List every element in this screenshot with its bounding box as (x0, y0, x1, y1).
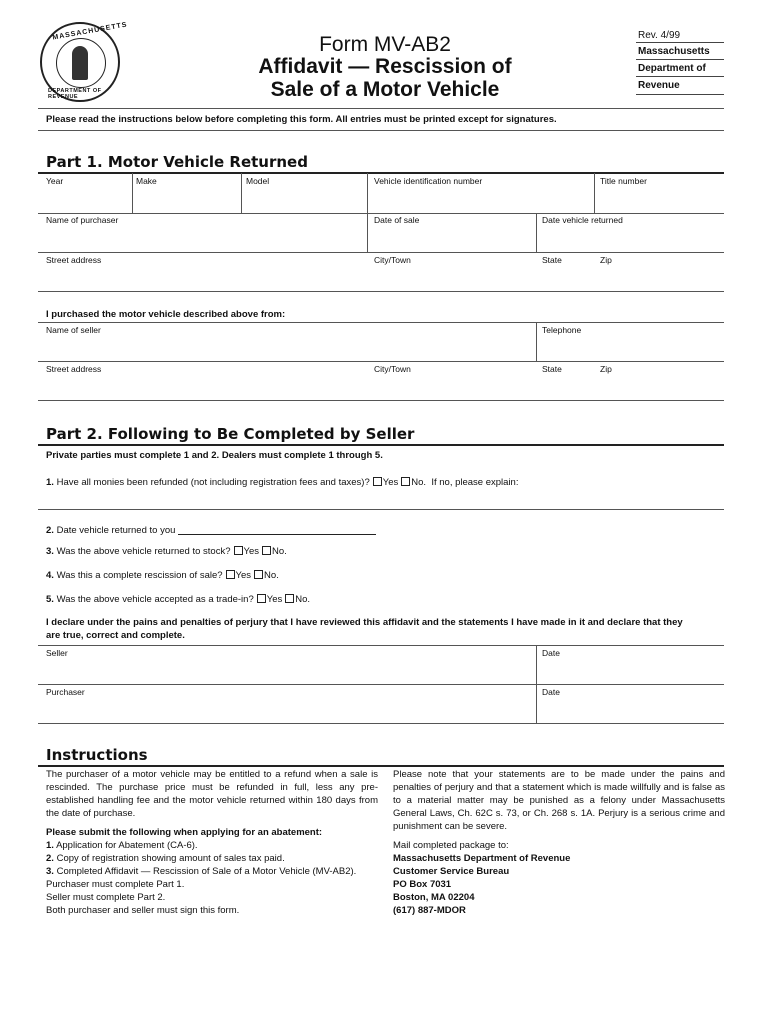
item-3: 3. Completed Affidavit — Rescission of Sale of a Motor Vehicle (MV-AB2). (46, 866, 357, 877)
purchaser-date-label: Date (542, 687, 560, 697)
item-2: 2. Copy of registration showing amount of sales tax paid. (46, 853, 285, 864)
instructions-heading: Instructions (46, 746, 148, 764)
purchaser-signature-label: Purchaser (46, 687, 85, 697)
item-1: 1. Application for Abatement (CA-6). (46, 840, 198, 851)
dor-seal (40, 21, 129, 102)
model-label: Model (246, 176, 270, 186)
declaration-line1: I declare under the pains and penalties of perjury that I have reviewed this affidavit and the statements I have made in it and declare that they (46, 617, 683, 628)
part2-subhead: Private parties must complete 1 and 2. Dealers must complete 1 through 5. (46, 450, 383, 461)
q4-no-checkbox[interactable] (254, 570, 263, 579)
date-returned-label: Date vehicle returned (542, 215, 623, 225)
dept-line1: Massachusetts (638, 46, 710, 57)
form-number: Form MV-AB2 (319, 33, 451, 56)
purchaser-name-label: Name of purchaser (46, 215, 119, 225)
question-1: 1. Have all monies been refunded (not including registration fees and taxes)? Yes No. If no, please explain: (46, 477, 519, 488)
address-line2: Customer Service Bureau (393, 866, 510, 877)
vin-label: Vehicle identification number (374, 176, 483, 186)
form-title-line2: Sale of a Motor Vehicle (270, 78, 500, 101)
title-number-label: Title number (600, 176, 647, 186)
zip2-label: Zip (600, 364, 612, 374)
part2-heading: Part 2. Following to Be Completed by Seller (46, 425, 415, 443)
state-label: State (542, 255, 562, 265)
q4-yes-checkbox[interactable] (226, 570, 235, 579)
date-of-sale-label: Date of sale (374, 215, 420, 225)
mail-intro: Mail completed package to: (393, 840, 509, 851)
instruction-line5: Seller must complete Part 2. (46, 892, 166, 903)
street2-label: Street address (46, 364, 102, 374)
seller-signature-label: Seller (46, 648, 68, 658)
submit-heading: Please submit the following when applying for an abatement: (46, 827, 323, 838)
address-line1: Massachusetts Department of Revenue (393, 853, 571, 864)
seal-figure-icon (72, 46, 88, 80)
question-3: 3. Was the above vehicle returned to stock? Yes No. (46, 546, 287, 557)
zip-label: Zip (600, 255, 612, 265)
telephone-label: Telephone (542, 325, 582, 335)
date-returned-field[interactable] (178, 524, 376, 535)
question-4: 4. Was this a complete rescission of sale? Yes No. (46, 570, 279, 581)
question-5: 5. Was the above vehicle accepted as a trade-in? Yes No. (46, 594, 311, 605)
q3-yes-checkbox[interactable] (234, 546, 243, 555)
dept-line2: Department of (638, 63, 706, 74)
intro-text: Please read the instructions below before completing this form. All entries must be printed except for signatures. (46, 114, 557, 125)
city2-label: City/Town (374, 364, 411, 374)
part1-heading: Part 1. Motor Vehicle Returned (46, 153, 308, 171)
seal-text-top: MASSACHUSETTS (51, 21, 129, 42)
dept-line3: Revenue (638, 80, 680, 91)
instructions-left-para: The purchaser of a motor vehicle may be entitled to a refund when a sale is rescinded. The purchase price must be refunded in full, less any pre-established handling fee and the motor vehicle returned within 180 days from the date of purchase. (46, 769, 378, 819)
instruction-line6: Both purchaser and seller must sign this form. (46, 905, 240, 916)
seller-name-label: Name of seller (46, 325, 101, 335)
street-label: Street address (46, 255, 102, 265)
q3-no-checkbox[interactable] (262, 546, 271, 555)
seal-text-bottom: DEPARTMENT OF REVENUE (48, 88, 102, 100)
instruction-line4: Purchaser must complete Part 1. (46, 879, 185, 890)
address-line4: Boston, MA 02204 (393, 892, 475, 903)
seller-date-label: Date (542, 648, 560, 658)
declaration-line2: are true, correct and complete. (46, 630, 185, 641)
make-label: Make (136, 176, 157, 186)
address-line3: PO Box 7031 (393, 879, 452, 890)
q5-no-checkbox[interactable] (285, 594, 294, 603)
q1-yes-checkbox[interactable] (373, 477, 382, 486)
year-label: Year (46, 176, 64, 186)
city-label: City/Town (374, 255, 411, 265)
revision-date: Rev. 4/99 (638, 30, 681, 41)
q5-yes-checkbox[interactable] (257, 594, 266, 603)
instructions-right-para: Please note that your statements are to be made under the pains and penalties of perjury and that a statement which is made willfully and is false as to a material matter may be punished as a felony under Massachusetts General Laws, Ch. 62C s. 73, or Ch. 268 s. 1A. Perjury is a serious crime and punishment can be severe. (393, 769, 725, 832)
state2-label: State (542, 364, 562, 374)
q1-no-checkbox[interactable] (401, 477, 410, 486)
form-title-line1: Affidavit — Rescission of (258, 55, 512, 78)
question-2: 2. Date vehicle returned to you (46, 524, 376, 536)
purchased-from-label: I purchased the motor vehicle described above from: (46, 309, 286, 320)
address-phone: (617) 887-MDOR (393, 905, 466, 916)
